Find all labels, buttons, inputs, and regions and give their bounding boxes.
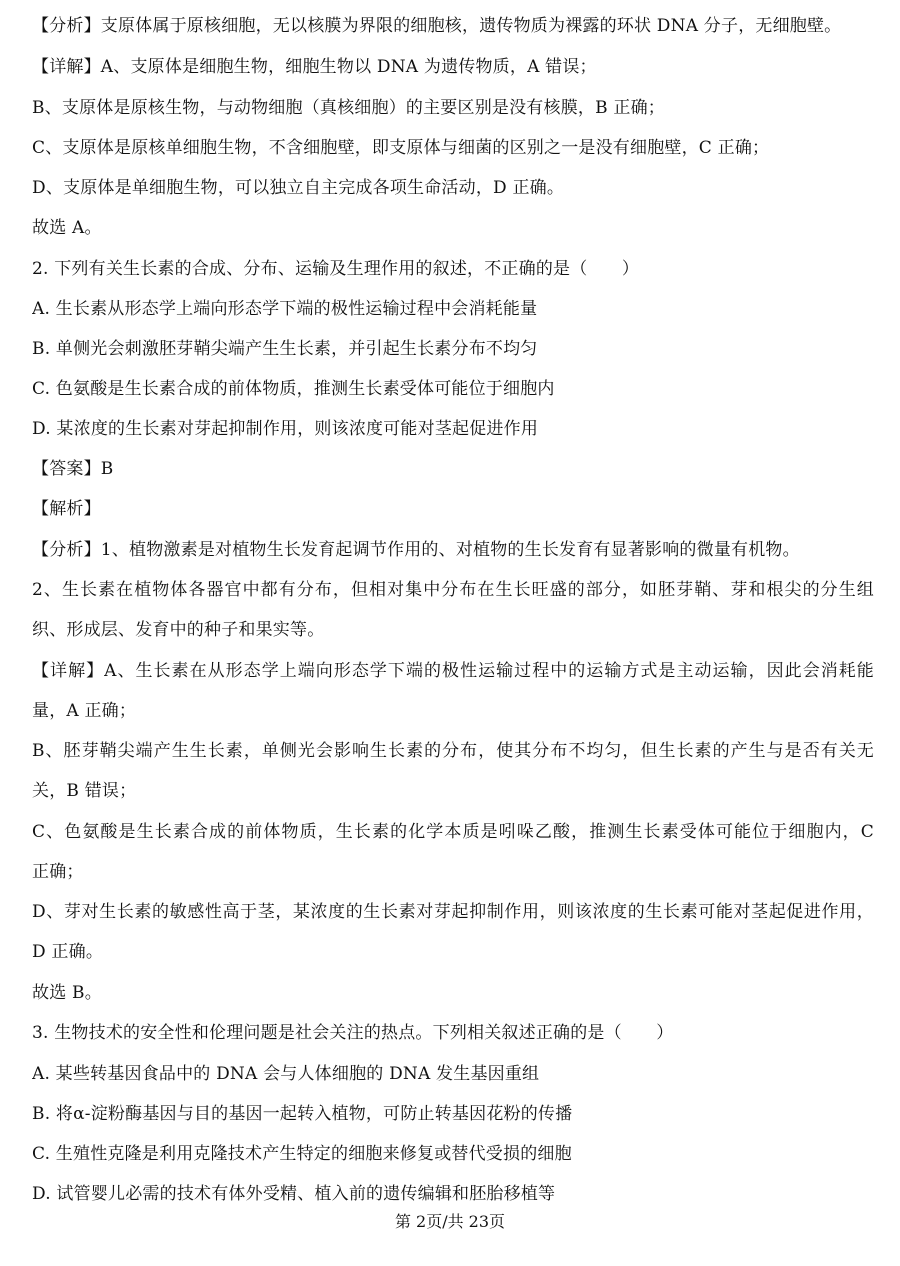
- question-2-stem: 2. 下列有关生长素的合成、分布、运输及生理作用的叙述，不正确的是（ ）: [32, 259, 640, 279]
- page-footer: 第 2页/共 23页: [394, 1212, 506, 1231]
- explanation-heading: 【解析】: [32, 499, 101, 519]
- detail-2-line-b1: B、胚芽鞘尖端产生生长素，单侧光会影响生长素的分布，使其分布不均匀，但生长素的产生与是否有关无: [32, 741, 874, 761]
- question-2-option-c: C. 色氨酸是生长素合成的前体物质，推测生长素受体可能位于细胞内: [32, 379, 555, 399]
- detail-line-c: C、支原体是原核单细胞生物，不含细胞壁，即支原体与细菌的区别之一是没有细胞壁，C 正确；: [32, 138, 770, 158]
- analysis-line-3: 2、生长素在植物体各器官中都有分布，但相对集中分布在生长旺盛的部分，如胚芽鞘、芽和根尖的分生组: [32, 580, 874, 600]
- detail-line-d: D、支原体是单细胞生物，可以独立自主完成各项生命活动，D 正确。: [32, 178, 565, 198]
- detail-2-line-b2: 关，B 错误；: [32, 781, 137, 801]
- detail-2-line-a1: 【详解】A、生长素在从形态学上端向形态学下端的极性运输过程中的运输方式是主动运输，因此会消耗能: [32, 661, 874, 681]
- choice-line-2: 故选 B。: [32, 983, 102, 1003]
- question-2-option-b: B. 单侧光会刺激胚芽鞘尖端产生生长素，并引起生长素分布不均匀: [32, 339, 538, 359]
- question-2-option-d: D. 某浓度的生长素对芽起抑制作用，则该浓度可能对茎起促进作用: [32, 419, 539, 439]
- question-3-option-d: D. 试管婴儿必需的技术有体外受精、植入前的遗传编辑和胚胎移植等: [32, 1184, 556, 1204]
- detail-2-line-c2: 正确；: [32, 862, 84, 882]
- detail-2-line-d2: D 正确。: [32, 942, 104, 962]
- choice-line-1: 故选 A。: [32, 218, 102, 238]
- analysis-line-2: 【分析】1、植物激素是对植物生长发育起调节作用的、对植物的生长发育有显著影响的微量有机物。: [32, 540, 800, 560]
- question-3-option-c: C. 生殖性克隆是利用克隆技术产生特定的细胞来修复或替代受损的细胞: [32, 1144, 572, 1164]
- analysis-line-4: 织、形成层、发育中的种子和果实等。: [32, 620, 325, 640]
- answer-line: 【答案】B: [32, 459, 114, 479]
- detail-2-line-a2: 量，A 正确；: [32, 701, 137, 721]
- detail-line-b: B、支原体是原核生物，与动物细胞（真核细胞）的主要区别是没有核膜，B 正确；: [32, 98, 665, 118]
- detail-2-line-c1: C、色氨酸是生长素合成的前体物质，生长素的化学本质是吲哚乙酸，推测生长素受体可能位于细胞内，C: [32, 822, 874, 842]
- question-3-option-a: A. 某些转基因食品中的 DNA 会与人体细胞的 DNA 发生基因重组: [32, 1064, 540, 1084]
- analysis-line-1: 【分析】支原体属于原核细胞，无以核膜为界限的细胞核，遗传物质为裸露的环状 DNA 分子，无细胞壁。: [32, 16, 842, 36]
- question-3-option-b: B. 将α-淀粉酶基因与目的基因一起转入植物，可防止转基因花粉的传播: [32, 1104, 573, 1124]
- question-2-option-a: A. 生长素从形态学上端向形态学下端的极性运输过程中会消耗能量: [32, 299, 538, 319]
- detail-2-line-d1: D、芽对生长素的敏感性高于茎，某浓度的生长素对芽起抑制作用，则该浓度的生长素可能对茎起促进作用，: [32, 902, 874, 922]
- question-3-stem: 3. 生物技术的安全性和伦理问题是社会关注的热点。下列相关叙述正确的是（ ）: [32, 1023, 674, 1043]
- detail-line-a: 【详解】A、支原体是细胞生物，细胞生物以 DNA 为遗传物质，A 错误；: [32, 57, 597, 77]
